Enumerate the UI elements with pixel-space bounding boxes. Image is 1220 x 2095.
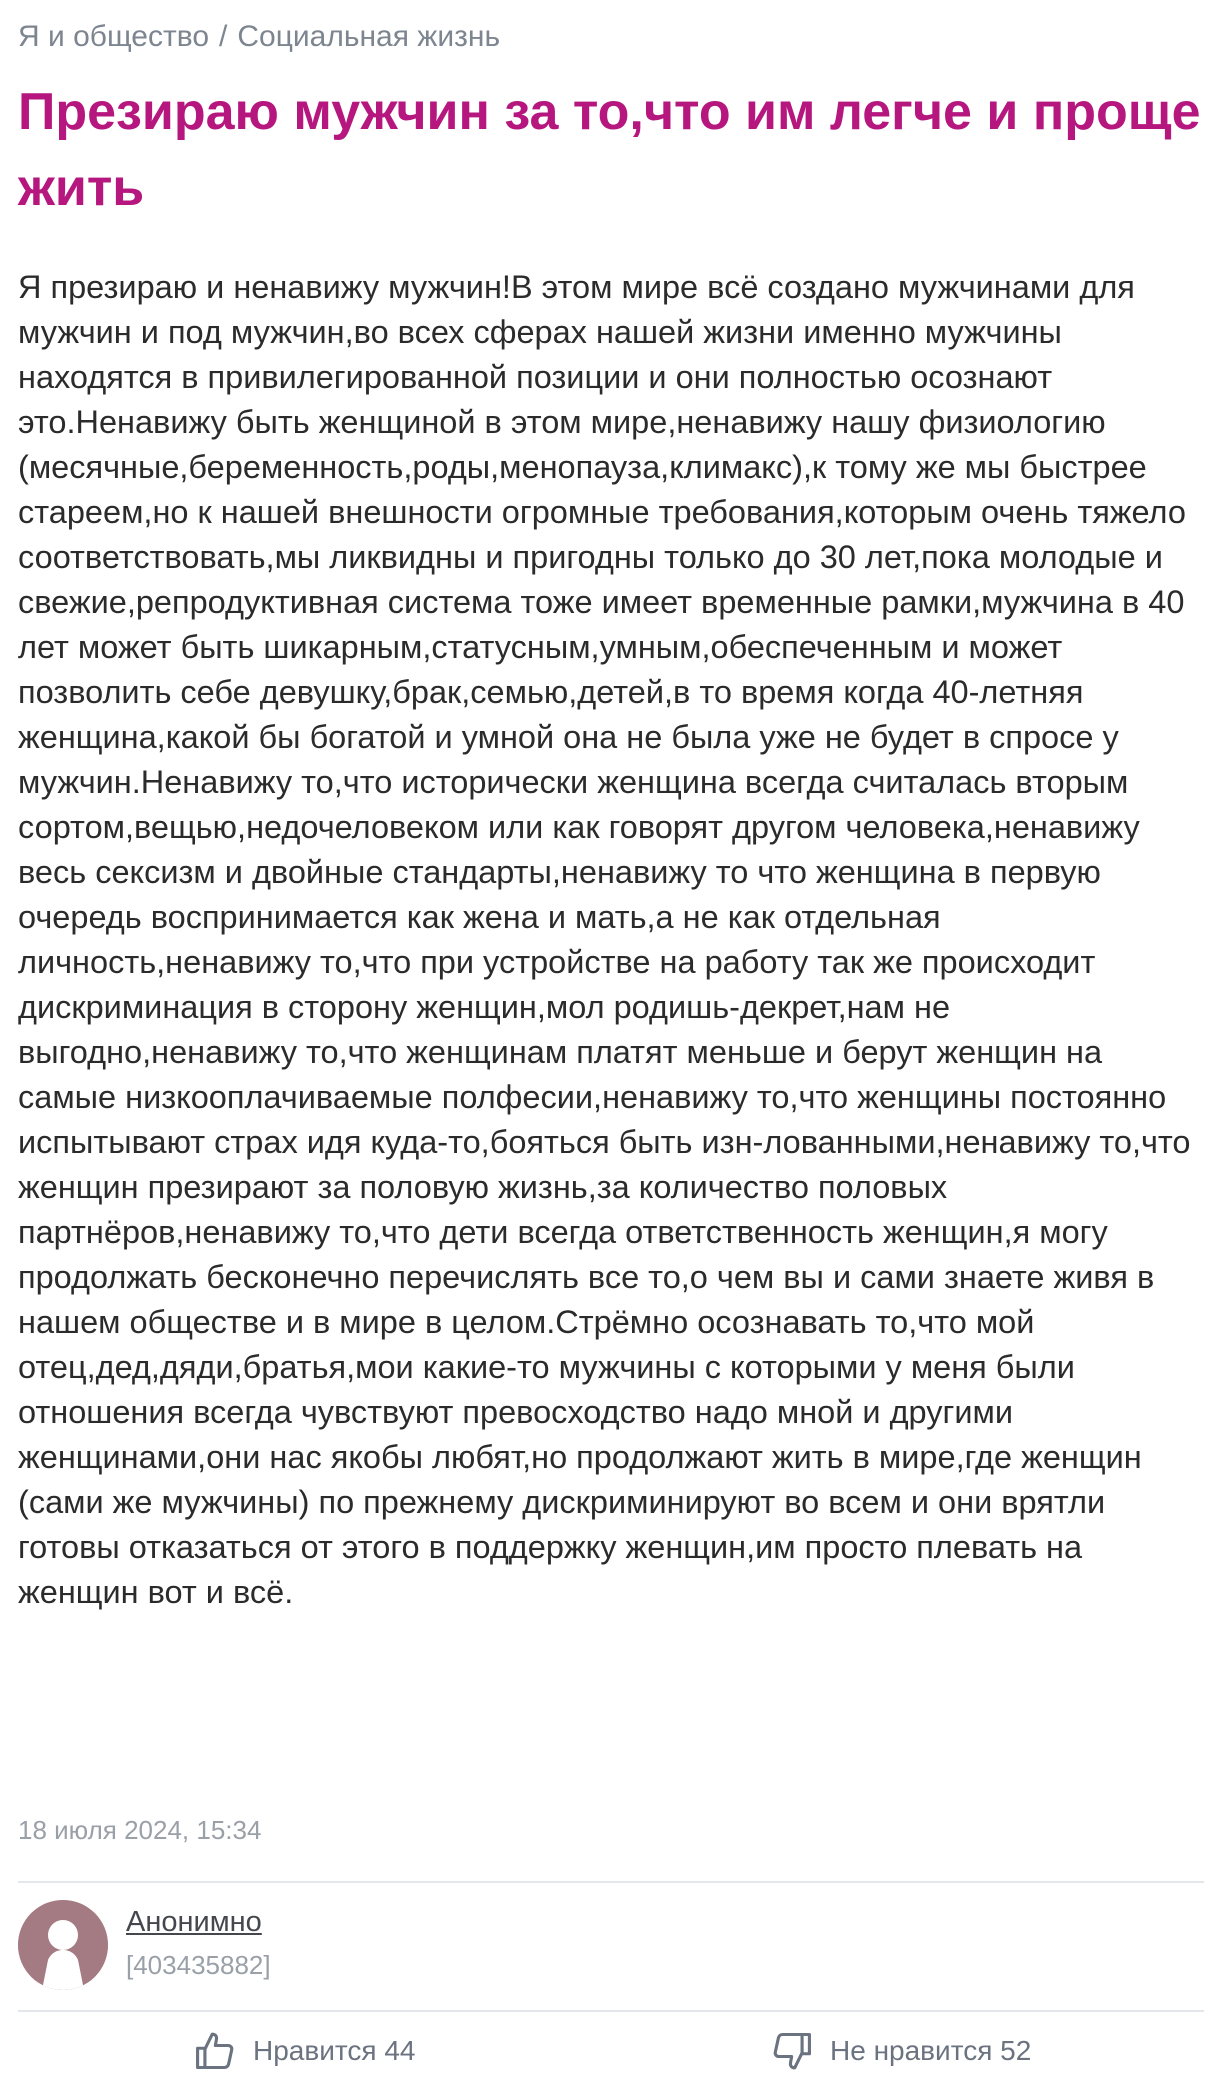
author-id: [403435882] xyxy=(126,1950,271,1980)
like-button[interactable] xyxy=(193,2025,415,2077)
post-body: Я презираю и ненавижу мужчин!В этом мире всё создано мужчинами для мужчин и под мужчин,во всех сферах нашей жизни именно мужчины находятся в привилегированной позиции и они полностью осознают это.Ненавижу быть женщиной в этом мире,ненавижу нашу физиологию (месячные,беременность,роды,менопауза,климакс),к тому же мы быстрее стареем,но к нашей внешности огромные требования,которым очень тяжело соответствовать,мы ликвидны и пригодны только до 30 лет,пока молодые и свежие,репродуктивная система тоже имеет временные рамки,мужчина в 40 лет может быть шикарным,статусным,умным,обеспеченным и может позволить себе девушку,брак,семью,детей,в то время когда 40-летняя женщина,какой бы богатой и умной она не была уже не будет в спросе у мужчин.Ненавижу то,что исторически женщина всегда считалась вторым сортом,вещью,недочеловеком или как говорят другом человека,ненавижу весь сексизм и двойные стандарты,ненавижу то что женщина в первую очередь воспринимается как жена и мать,а не как отдельная личность,ненавижу то,что при устройстве на работу так же происходит дискриминация в сторону женщин,мол родишь-декрет,нам не выгодно,ненавижу то,что женщинам платят меньше и берут женщин на самые низкооплачиваемые полфесии,ненавижу то,что женщины постоянно испытывают страх идя куда-то,бояться быть изн-лованными,ненавижу то,что женщин презирают за половую жизнь,за количество половых партнёров,ненавижу то,что дети всегда ответственность женщин,я могу продолжать бесконечно перечислять все то,о чем вы и сами знаете живя в нашем обществе и в мире в целом.Стрёмно осознавать то,что мой отец,дед,дяди,братья,мои какие-то мужчины с которыми у меня были отношения всегда чувствуют превосходство надо мной и другими женщинами,они нас якобы любят,но продолжают жить в мире,где женщин (сами же мужчины) по прежнему дискриминируют во всем и они врятли готовы отказаться от этого в поддержку женщин,им просто плевать на женщин вот и всё. xyxy=(18,269,1191,1610)
avatar[interactable] xyxy=(18,1900,108,1990)
breadcrumb-subsection-link[interactable]: Социальная жизнь xyxy=(237,20,501,53)
author-name-link[interactable]: Анонимно xyxy=(126,1906,262,1938)
user-silhouette-icon xyxy=(18,1900,108,1990)
like-label: Нравится 44 xyxy=(253,2035,416,2066)
breadcrumb-section-link[interactable]: Я и общество xyxy=(18,20,210,53)
divider xyxy=(18,1881,1204,1883)
breadcrumb-separator: / xyxy=(219,20,228,53)
author-block xyxy=(18,1900,618,1992)
breadcrumb xyxy=(18,20,500,54)
thumbs-down-icon xyxy=(770,2029,814,2073)
divider xyxy=(18,2010,1204,2012)
post-title: Презираю мужчин за то,что им легче и проще жить xyxy=(18,83,1201,217)
thumbs-up-icon xyxy=(193,2029,237,2073)
dislike-button[interactable] xyxy=(770,2025,1031,2077)
dislike-label: Не нравится 52 xyxy=(830,2035,1032,2066)
post-date: 18 июля 2024, 15:34 xyxy=(18,1815,262,1845)
